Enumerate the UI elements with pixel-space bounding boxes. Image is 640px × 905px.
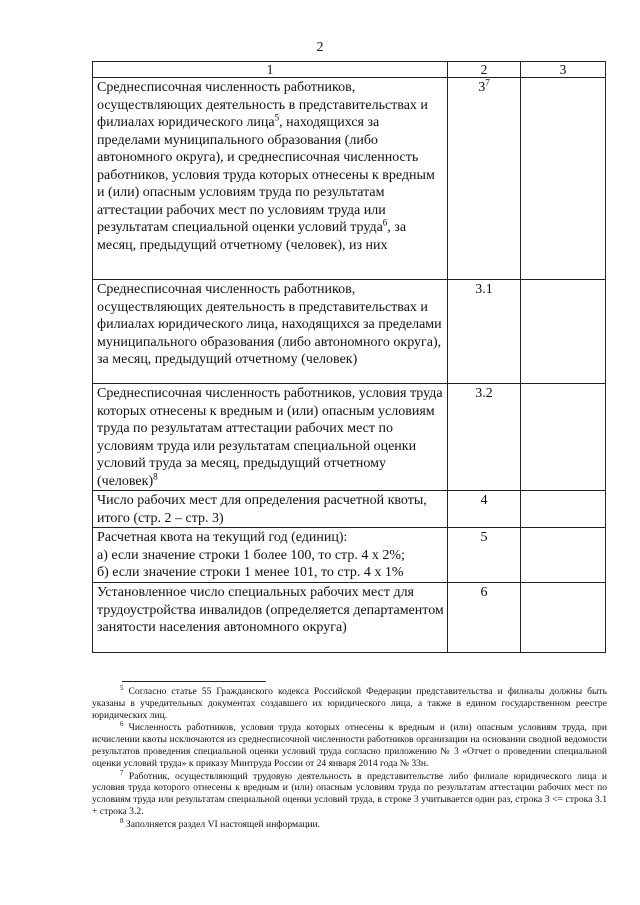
row-description: Число рабочих мест для определения расчетной квоты, итого (стр. 2 – стр. 3) [93,491,448,528]
table-row [93,528,606,583]
footnote: $^7$ Работник, осуществляющий трудовую деятельность в представительстве либо филиале юридического лица и условия труда которого отнесены к вредным и (или) опасным условиям труда по результатам аттестации рабочих мест по условиям труда или результатам специальной оценки условий труда, в строке 3 учитывается один раз, строка 3 <= строка 3.1 + строка 3.2. [92,768,607,817]
footnote: $^8$ Заполняется раздел VI настоящей информации. [120,816,321,830]
footnote-ref: 7 [485,77,490,88]
row-number: $3^7$ [448,78,521,280]
row-number: 5 [448,528,521,583]
table-header-row [93,62,606,78]
column-header-2: 2 [448,62,521,78]
footnote-ref: 5 [274,112,280,123]
table-row [93,583,606,653]
footnote-divider [122,681,266,682]
quota-table [92,61,606,653]
row-description: Среднесписочная численность работников, условия труда которых отнесены к вредным и (или) опасным условиям труда по результатам аттестации рабочих мест по условиям труда или результатам специальной оценки условий труда за месяц, предыдущий отчетному (человек)$^8$ [93,384,448,491]
footnote: $^5$ Согласно статье 55 Гражданского кодекса Российской Федерации представительства и филиалы должны быть указаны в учредительных документах создавшего их юридического лица, а также в едином государственном реестре юридических лиц. [92,683,607,721]
column-header-3: 3 [521,62,606,78]
column-header-1: 1 [93,62,448,78]
row-description: Расчетная квота на текущий год (единиц): а) если значение строки 1 более 100, то стр. 4 х 2%; б) если значение строки 1 менее 101, то стр. 4 х 1% [93,528,448,583]
row-description: Среднесписочная численность работников, осуществляющих деятельность в представительствах и филиалах юридического лица, находящихся за пределами муниципального образования (либо автономного округа), за месяц, предыдущий отчетному (человек) [93,280,448,384]
table-row [93,78,606,280]
footnote-ref: 8 [153,470,158,481]
page-number: 2 [316,40,324,55]
value-cell[interactable] [521,491,606,528]
table-row [93,491,606,528]
value-cell[interactable] [521,384,606,491]
row-description: Среднесписочная численность работников, осуществляющих деятельность в представительствах и филиалах юридического лица$^5$, находящихся за пределами муниципального образования (либо автономного округа), и среднесписочная численность работников, условия труда которых отнесены к вредным и (или) опасным условиям труда по результатам аттестации рабочих мест по условиям труда или результатам специальной оценки условий труда$^6$, за месяц, предыдущий отчетному (человек), из них [93,78,448,280]
row-number: 3.1 [448,280,521,384]
row-description: Установленное число специальных рабочих мест для трудоустройства инвалидов (определяется департаментом занятости населения автономного округа) [93,583,448,653]
table-row [93,280,606,384]
row-number: 4 [448,491,521,528]
value-cell[interactable] [521,528,606,583]
value-cell[interactable] [521,280,606,384]
footnotes [92,683,607,832]
footnote: $^6$ Численность работников, условия труда которых отнесены к вредным и (или) опасным условиям труда, при исчислении квоты исключаются из среднесписочной численности работников организации на основании сводной ведомости результатов проведения специальной оценки условий труда согласно приложению № 3 «Отчет о проведении специальной оценки условий труда» к приказу Минтруда России от 24 января 2014 года № 33н. [92,720,607,769]
row-number: 3.2 [448,384,521,491]
value-cell[interactable] [521,583,606,653]
footnote-ref: 6 [382,217,388,228]
row-number: 6 [448,583,521,653]
table-row [93,384,606,491]
value-cell[interactable] [521,78,606,280]
